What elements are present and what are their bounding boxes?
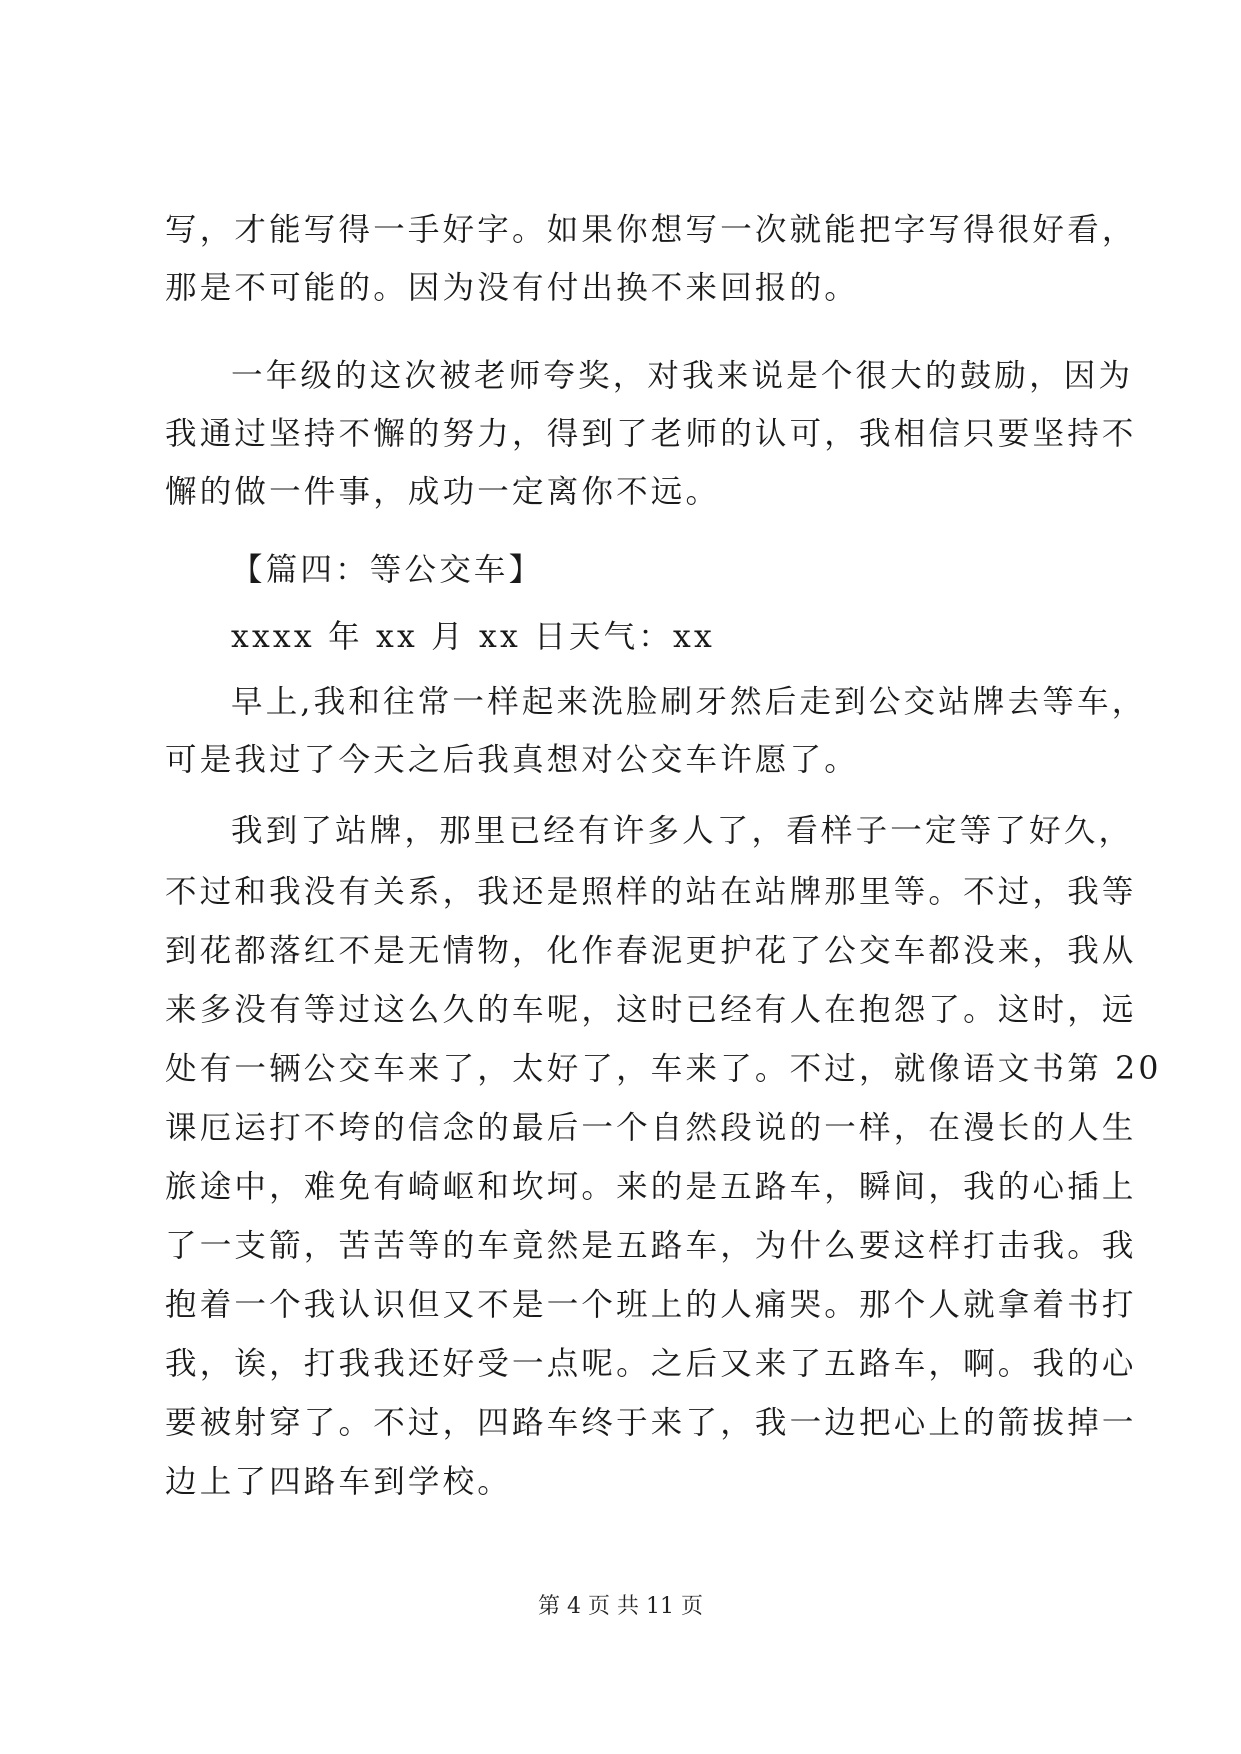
text-line: 到花都落红不是无情物，化作春泥更护花了公交车都没来，我从 [165, 933, 1137, 969]
text-line: 抱着一个我认识但又不是一个班上的人痛哭。那个人就拿着书打 [165, 1287, 1137, 1323]
text-line: 边上了四路车到学校。 [165, 1464, 513, 1500]
page-number-footer: 第 4 页 共 11 页 [538, 1594, 703, 1619]
text-line: 懈的做一件事，成功一定离你不远。 [165, 474, 721, 510]
text-line: 可是我过了今天之后我真想对公交车许愿了。 [165, 742, 860, 778]
text-line: 那是不可能的。因为没有付出换不来回报的。 [165, 270, 860, 306]
text-line: 我到了站牌，那里已经有许多人了，看样子一定等了好久， [231, 813, 1134, 849]
text-line: 我，诶，打我我还好受一点呢。之后又来了五路车，啊。我的心 [165, 1346, 1137, 1382]
diary-date-line: xxxx 年 xx 月 xx 日天气：xx [231, 619, 715, 655]
text-line: 处有一辆公交车来了，太好了，车来了。不过，就像语文书第 20 [165, 1051, 1162, 1087]
text-line: 我通过坚持不懈的努力，得到了老师的认可，我相信只要坚持不 [165, 416, 1137, 452]
section-heading: 【篇四：等公交车】 [231, 552, 544, 588]
text-line: 了一支箭，苦苦等的车竟然是五路车，为什么要这样打击我。我 [165, 1228, 1137, 1264]
text-line: 课厄运打不垮的信念的最后一个自然段说的一样，在漫长的人生 [165, 1110, 1137, 1146]
text-line: 要被射穿了。不过，四路车终于来了，我一边把心上的箭拔掉一 [165, 1405, 1137, 1441]
text-line: 来多没有等过这么久的车呢，这时已经有人在抱怨了。这时，远 [165, 992, 1137, 1028]
text-line: 不过和我没有关系，我还是照样的站在站牌那里等。不过，我等 [165, 874, 1137, 910]
text-line: 写，才能写得一手好字。如果你想写一次就能把字写得很好看， [165, 212, 1137, 248]
text-line: 旅途中，难免有崎岖和坎坷。来的是五路车，瞬间，我的心插上 [165, 1169, 1137, 1205]
text-line: 一年级的这次被老师夸奖，对我来说是个很大的鼓励，因为 [231, 358, 1134, 394]
text-line: 早上,我和往常一样起来洗脸刷牙然后走到公交站牌去等车， [231, 684, 1147, 720]
